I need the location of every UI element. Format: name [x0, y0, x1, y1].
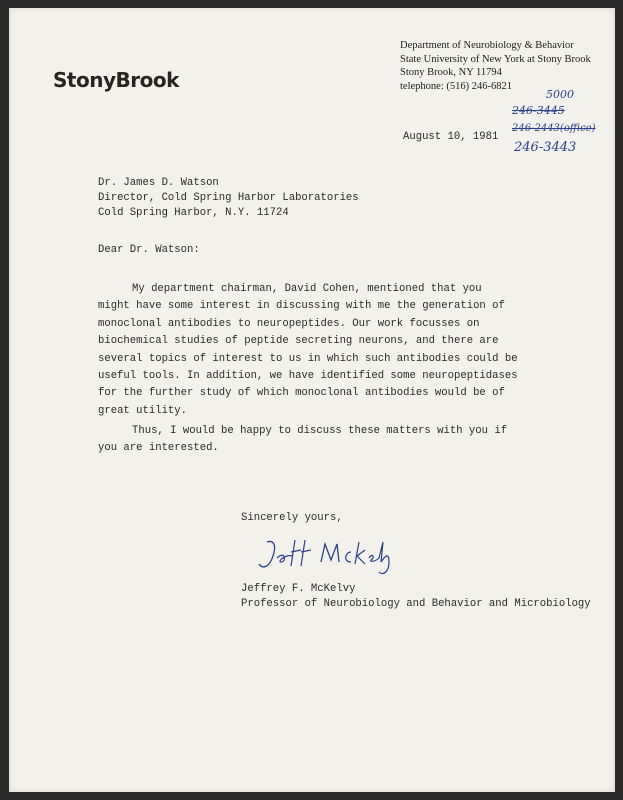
telephone-line: telephone: (516) 246-6821 [400, 80, 512, 92]
salutation: Dear Dr. Watson: [98, 244, 200, 256]
letter-page [9, 8, 615, 792]
handwritten-note-3: 246-2443(office) [512, 123, 596, 134]
signer-name: Jeffrey F. McKelvy [241, 583, 356, 595]
closing: Sincerely yours, [241, 512, 343, 524]
signer-title: Professor of Neurobiology and Behavior and Microbiology [241, 598, 591, 610]
body-paragraph-1: My department chairman, David Cohen, mentioned that you might have some interest in discussing with me the generation of monoclonal antibodies to neuropeptides. Our work focusses on biochemical studies of peptide secreting neurons, and there are several topics of interest to us in which such antibodies could be useful tools. In addition, we have identified some neuropeptidases for the further study of which monoclonal antibodies would be of great utility. [98, 283, 518, 417]
handwritten-note-1: 5000 [546, 88, 574, 101]
signature-text: Jeff McKelvy [255, 579, 261, 580]
signature-block [241, 582, 591, 612]
recipient-title: Director, Cold Spring Harbor Laboratories [98, 192, 359, 204]
city-line: Stony Brook, NY 11794 [400, 67, 502, 78]
recipient-location: Cold Spring Harbor, N.Y. 11724 [98, 207, 289, 219]
recipient-address [98, 176, 359, 221]
signature-image [255, 532, 395, 580]
department-name: Department of Neurobiology & Behavior [400, 40, 574, 51]
letterhead-address [400, 39, 591, 93]
university-logo: StonyBrook [53, 68, 179, 92]
letter-date: August 10, 1981 [403, 131, 499, 143]
body-paragraph-2: Thus, I would be happy to discuss these matters with you if you are interested. [98, 425, 508, 455]
recipient-name: Dr. James D. Watson [98, 177, 219, 189]
university-name: State University of New York at Stony Brook [400, 53, 591, 65]
handwritten-note-4: 246-3443 [514, 140, 577, 155]
handwritten-note-2: 246-3445 [512, 104, 565, 117]
